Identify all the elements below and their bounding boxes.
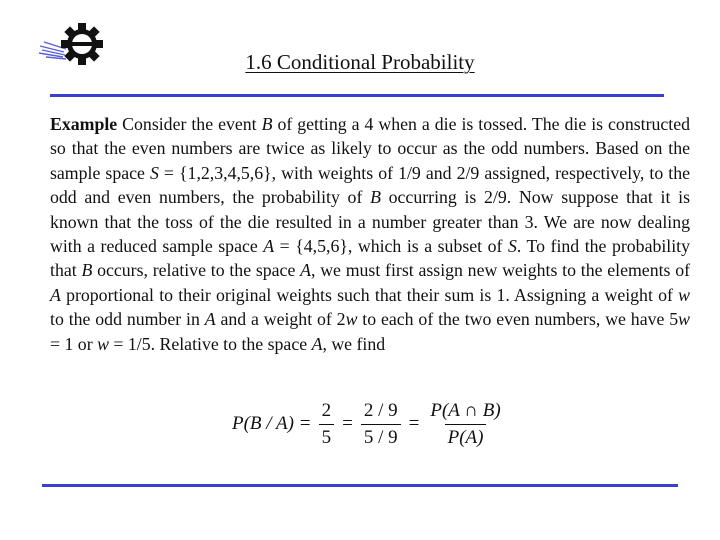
math-variable: A (311, 333, 323, 354)
math-variable: B (81, 260, 93, 281)
fraction-denominator: 5 / 9 (361, 424, 401, 449)
text-run: to the odd number in (50, 309, 205, 330)
text-run: , we must first assign new weights to the elements of (311, 260, 691, 281)
equals-sign: = (342, 413, 353, 434)
text-run: = {4,5,6}, which is a subset of (274, 236, 508, 257)
text-run: . To find the probability that (50, 236, 691, 281)
example-paragraph (50, 112, 690, 356)
fraction-denominator: 5 (319, 424, 335, 449)
fraction-denominator: P(A) (445, 424, 487, 449)
equals-sign: = (299, 413, 311, 434)
equation-lhs: P(B / A) (232, 413, 294, 434)
text-run: , we find (322, 333, 386, 354)
text-run: to each of the two even numbers, we have 5 (357, 309, 679, 330)
fraction-ninths (361, 400, 401, 449)
bottom-divider (42, 484, 678, 487)
fraction-numerator: P(A ∩ B) (430, 399, 501, 421)
text-run: proportional to their original weights such that their sum is 1. Assigning a weight of (60, 284, 679, 305)
text-run: = 1 or (50, 333, 98, 354)
conditional-probability-equation (232, 396, 506, 452)
math-variable: w (678, 309, 690, 330)
math-variable: w (345, 309, 358, 330)
text-run: occurring is 2/9. Now suppose that it is known that the toss of the die resulted in a number greater than 3. We are now dealing with a reduced sample space (50, 187, 690, 257)
math-variable: B (370, 187, 381, 208)
top-divider (50, 94, 664, 97)
math-variable: B (261, 114, 273, 134)
text-run: Consider the event (117, 114, 262, 134)
text-run: = 1/5. Relative to the space (108, 333, 312, 354)
fraction-probabilities (427, 400, 503, 449)
math-variable: w (97, 333, 109, 354)
math-variable: A (300, 260, 311, 281)
text-run: occurs, relative to the space (92, 260, 301, 281)
fraction-two-fifths (319, 400, 335, 449)
math-variable: A (204, 309, 216, 330)
text-run: and a weight of 2 (215, 309, 346, 330)
text-run: of getting a 4 when a die is tossed. The die is constructed so that the even numbers are twice as likely to occur as the odd numbers. Based on the sample space (50, 114, 691, 183)
math-variable: A (50, 284, 61, 305)
example-label: Example (50, 114, 118, 134)
math-variable: A (263, 236, 275, 257)
text-run: = {1,2,3,4,5,6}, with weights of 1/9 and 2/9 assigned, respectively, to the odd and even numbers, the probability of (50, 162, 690, 208)
fraction-numerator: 2 (321, 399, 332, 421)
math-variable: w (678, 284, 690, 305)
math-variable: S (149, 162, 159, 183)
equals-sign: = (408, 413, 420, 434)
fraction-numerator: 2 / 9 (363, 399, 398, 421)
math-variable: S (507, 236, 517, 257)
slide-title: 1.6 Conditional Probability (245, 50, 475, 74)
